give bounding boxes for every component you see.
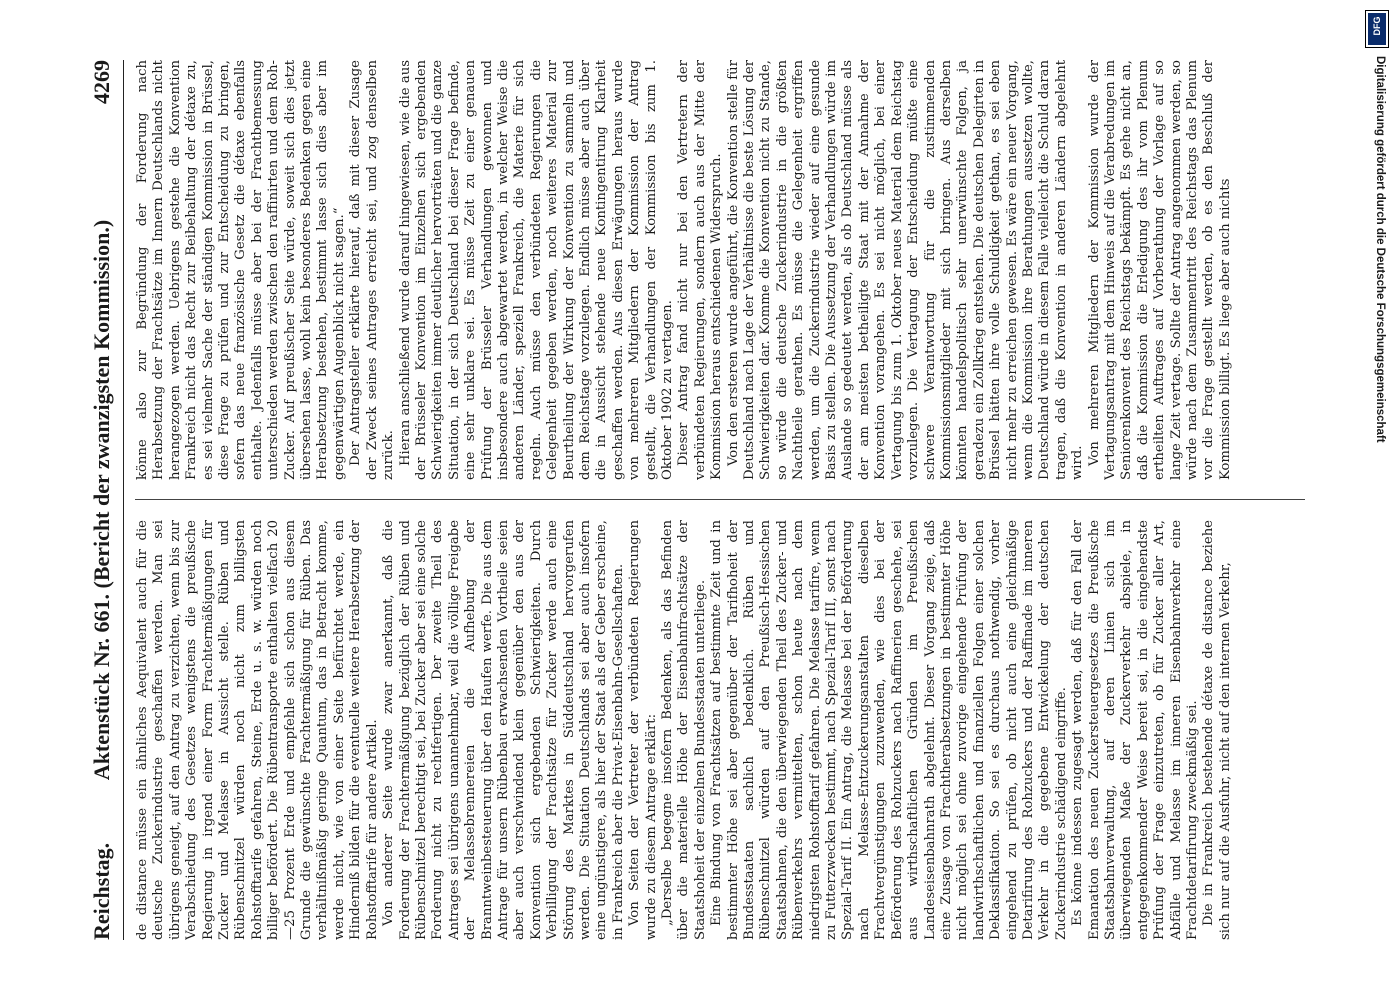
header-left: Reichstag. [89, 842, 114, 940]
paragraph: Hieran anschließend wurde darauf hingewiesen, wie die aus der Brüsseler Konvention im Einzelnen sich ergebenden Schwierigkeiten immer deutlicher hervorträten und die ganze Situation, in der sich Deutschland bei dieser Frage befinde, eine sehr unklare sei. Es müsse Zeit zu einer genauen Prüfung der Brüsseler Verhandlungen gewonnen und insbesondere auch abgewartet werden, in welcher Weise die anderen Länder, speziell Frankreich, die Materie für sich regeln. Auch müsse den verbündeten Regierungen die Gelegenheit gegeben werden, noch weiteres Material zur Beurtheilung der Wirkung der Konvention zu sammeln und dem Reichstage vorzulegen. Endlich müsse aber auch über die in Aussicht stehende neue Kontingentirung Klarheit geschaffen werden. Aus diesen Erwägungen heraus wurde von mehreren Mitgliedern der Kommission der Antrag gestellt, die Verhandlungen der Kommission bis zum 1. Oktober 1902 zu vertagen. [397, 60, 675, 480]
page-header [83, 60, 124, 940]
column-divider [135, 499, 1305, 500]
paragraph: de distance müsse ein ähnliches Aequivalent auch für die deutsche Zuckerindustrie geschaffen werden. Man sei übrigens geneigt, auf den Antrag zu verzichten, wenn bis zur Verabschiedung des Gesetzes wenigstens die preußische Regierung in irgend einer Form Frachtermäßigungen für Zucker und Melasse in Aussicht stelle. Rüben und Rübenschnitzel würden noch nicht zum billigsten Rohstofftarife gefahren, Steine, Erde u. s. w. würden noch billiger befördert. Die Rübentransporte enthalten vielfach 20—25 Prozent Erde und empfehle sich schon aus diesem Grunde die gewünschte Frachtermäßigung für Rüben. Das verhältnißmäßig geringe Quantum, das in Betracht komme, werde nicht, wie von einer Seite befürchtet werde, ein Hinderniß bilden für die eventuelle weitere Herabsetzung der Rohstofftarife für andere Artikel. [135, 520, 380, 940]
paragraph: Von Seiten der Vertreter der verbündeten Regierungen wurde zu diesem Antrage erklärt: [627, 520, 659, 940]
digitization-credit [1362, 8, 1390, 998]
dfg-logo-text: DFG [1372, 16, 1382, 36]
paragraph: Dieser Antrag fand nicht nur bei den Vertretern der verbündeten Regierungen, sondern auch aus der Mitte der Kommission heraus entschiedenen Widerspruch. [676, 60, 725, 480]
rotated-document-page [83, 60, 1313, 940]
paragraph: Eine Bindung von Frachtsätzen auf bestimmte Zeit und in bestimmter Höhe sei aber gegenüber der Tarifhoheit der Bundesstaaten sachlich bedenklich. Rüben und Rübenschnitzel würden auf den Preußisch-Hessischen Staatsbahnen, die den überwiegenden Theil des Zucker- und Rübenverkehrs vermittelten, schon heute nach dem niedrigsten Rohstofftarif gefahren. Die Melasse tarifire, wenn zu Futterzwecken bestimmt, nach Spezial-Tarif III, sonst nach Spezial-Tarif II. Ein Antrag, die Melasse bei der Beförderung nach Melasse-Entzuckerungsanstalten dieselben Frachtvergünstigungen zuzuwenden, wie dies bei der Beförderung des Rohzuckers nach Raffinerien geschehe, sei aus wirthschaftlichen Gründen im Preußischen Landeseisenbahnrath abgelehnt. Dieser Vorgang zeige, daß eine Zusage von Frachtherabsetzungen in bestimmter Höhe nicht möglich sei ohne zuvorige eingehende Prüfung der landwirthschaftlichen und finanziellen Folgen einer solchen Deklassifikation. So sei es durchaus nothwendig, vorher eingehend zu prüfen, ob nicht auch eine gleichmäßige Detarifirung des Rohzuckers und der Raffinade im inneren Verkehr in die gegebene Entwickelung der deutschen Zuckerindustrie schädigend eingriffe. [709, 520, 1069, 940]
paragraph: könne also zur Begründung der Forderung nach Herabsetzung der Frachtsätze im Innern Deutschlands nicht herangezogen werden. Uebrigens gestehe die Konvention Frankreich nicht das Recht zur Beibehaltung der détaxe zu, es sei vielmehr Sache der ständigen Kommission in Brüssel, diese Frage zu prüfen und zur Entscheidung zu bringen, sofern das neue französische Gesetz die détaxe ebenfalls enthalte. Jedenfalls müsse aber bei der Frachtbemessung unterschieden werden zwischen den raffinirten und dem Roh-Zucker. Auf preußischer Seite würde, soweit sich dies jetzt übersehen lasse, wohl kein besonderes Bedenken gegen eine Herabsetzung bestehen, bestimmt lasse sich dies aber im gegenwärtigen Augenblick nicht sagen.“ [135, 60, 347, 480]
paragraph: Von mehreren Mitgliedern der Kommission wurde der Vertagungsantrag mit dem Hinweis auf die Verabredungen im Seniorenkonvent des Reichstags bekämpft. Es gehe nicht an, daß die Kommission die Erledigung des ihr vom Plenum ertheilten Auftrages auf Vorberathung der Vorlage auf so lange Zeit vertage. Sollte der Antrag angenommen werden, so würde nach dem Zusammentritt des Reichstags das Plenum vor die Frage gestellt werden, ob es den Beschluß der Kommission billigt. Es liege aber auch nichts [1086, 60, 1233, 480]
credit-text: Digitalisierung gefördert durch die Deutsche Forschungsgemeinschaft [1374, 56, 1386, 443]
dfg-logo [1365, 10, 1389, 48]
page-number: 4269 [89, 60, 114, 104]
paragraph: „Derselbe begegne insofern Bedenken, als das Befinden über die materielle Höhe der Eisenbahnfrachtsätze der Staatshoheit der einzelnen Bundesstaaten unterliege. [660, 520, 708, 940]
paragraph: Es könne indessen zugesagt werden, daß für den Fall der Emanation des neuen Zuckersteuergesetzes die Preußische Staatsbahnverwaltung, auf deren Linien sich im überwiegenden Maße der Zuckerverkehr abspiele, in entgegenkommender Weise bereit sei, in die eingehendste Prüfung der Frage einzutreten, ob für Zucker aller Art, Abfälle und Melasse im inneren Eisenbahnverkehr eine Frachtdetarifirung zweckmäßig sei. [1070, 520, 1200, 940]
paragraph: Die in Frankreich bestehende détaxe de distance beziehe sich nur auf die Ausfuhr, nicht auf den internen Verkehr, [1201, 520, 1233, 940]
paragraph: Der Antragsteller erklärte hierauf, daß mit dieser Zusage der Zweck seines Antrages erreicht sei, und zog denselben zurück. [348, 60, 397, 480]
right-column [135, 60, 1305, 480]
left-column [135, 520, 1305, 940]
paragraph: Von anderer Seite wurde zwar anerkannt, daß die Forderung der Frachtermäßigung bezüglich der Rüben und Rübenschnitzel berechtigt sei, bei Zucker aber sei eine solche Forderung nicht zu rechtfertigen. Der zweite Theil des Antrages sei übrigens unannehmbar, weil die völlige Freigabe der Melassebrennereien die Aufhebung der Branntweinbesteuerung über den Haufen werfe. Die aus dem Antrage für unsern Rübenbau erwachsenden Vortheile seien aber auch verschwindend klein gegenüber den aus der Konvention sich ergebenden Schwierigkeiten. Durch Verbilligung der Frachtsätze für Zucker werde auch eine Störung des Marktes in Süddeutschland hervorgerufen werden. Die Situation Deutschlands sei aber auch insofern eine ungünstigere, als hier der Staat als der Geber erscheine, in Frankreich aber die Privat-Eisenbahn-Gesellschaften. [381, 520, 626, 940]
paragraph: Von den ersteren wurde angeführt, die Konvention stelle für Deutschland nach Lage der Verhältnisse die beste Lösung der Schwierigkeiten dar. Komme die Konvention nicht zu Stande, so würde die deutsche Zuckerindustrie in die größten Nachtheile gerathen. Es müsse die Gelegenheit ergriffen werden, um die Zuckerindustrie wieder auf eine gesunde Basis zu stellen. Die Aussetzung der Verhandlungen würde im Auslande so gedeutet werden, als ob Deutschland müsse als der am meisten betheiligte Staat mit der Annahme der Konvention vorangehen. Es sei nicht möglich, bei einer Vertagung bis zum 1. Oktober neues Material dem Reichstag vorzulegen. Die Vertagung der Entscheidung müßte eine schwere Verantwortung für die zustimmenden Kommissionsmitglieder mit sich bringen. Aus derselben könnten handelspolitisch sehr unerwünschte Folgen, ja geradezu ein Zollkrieg entstehen. Die deutschen Delegirten in Brüssel hätten ihre volle Schuldigkeit gethan, es sei eben nicht mehr zu erreichen gewesen. Es wäre ein neuer Vorgang, wenn die Kommission ihre Berathungen aussetzen wollte, Deutschland würde in diesem Falle vielleicht die Schuld daran tragen, daß die Konvention in anderen Ländern abgelehnt wird. [725, 60, 1086, 480]
header-title: Aktenstück Nr. 661. (Bericht der zwanzigsten Kommission.) [89, 219, 114, 781]
